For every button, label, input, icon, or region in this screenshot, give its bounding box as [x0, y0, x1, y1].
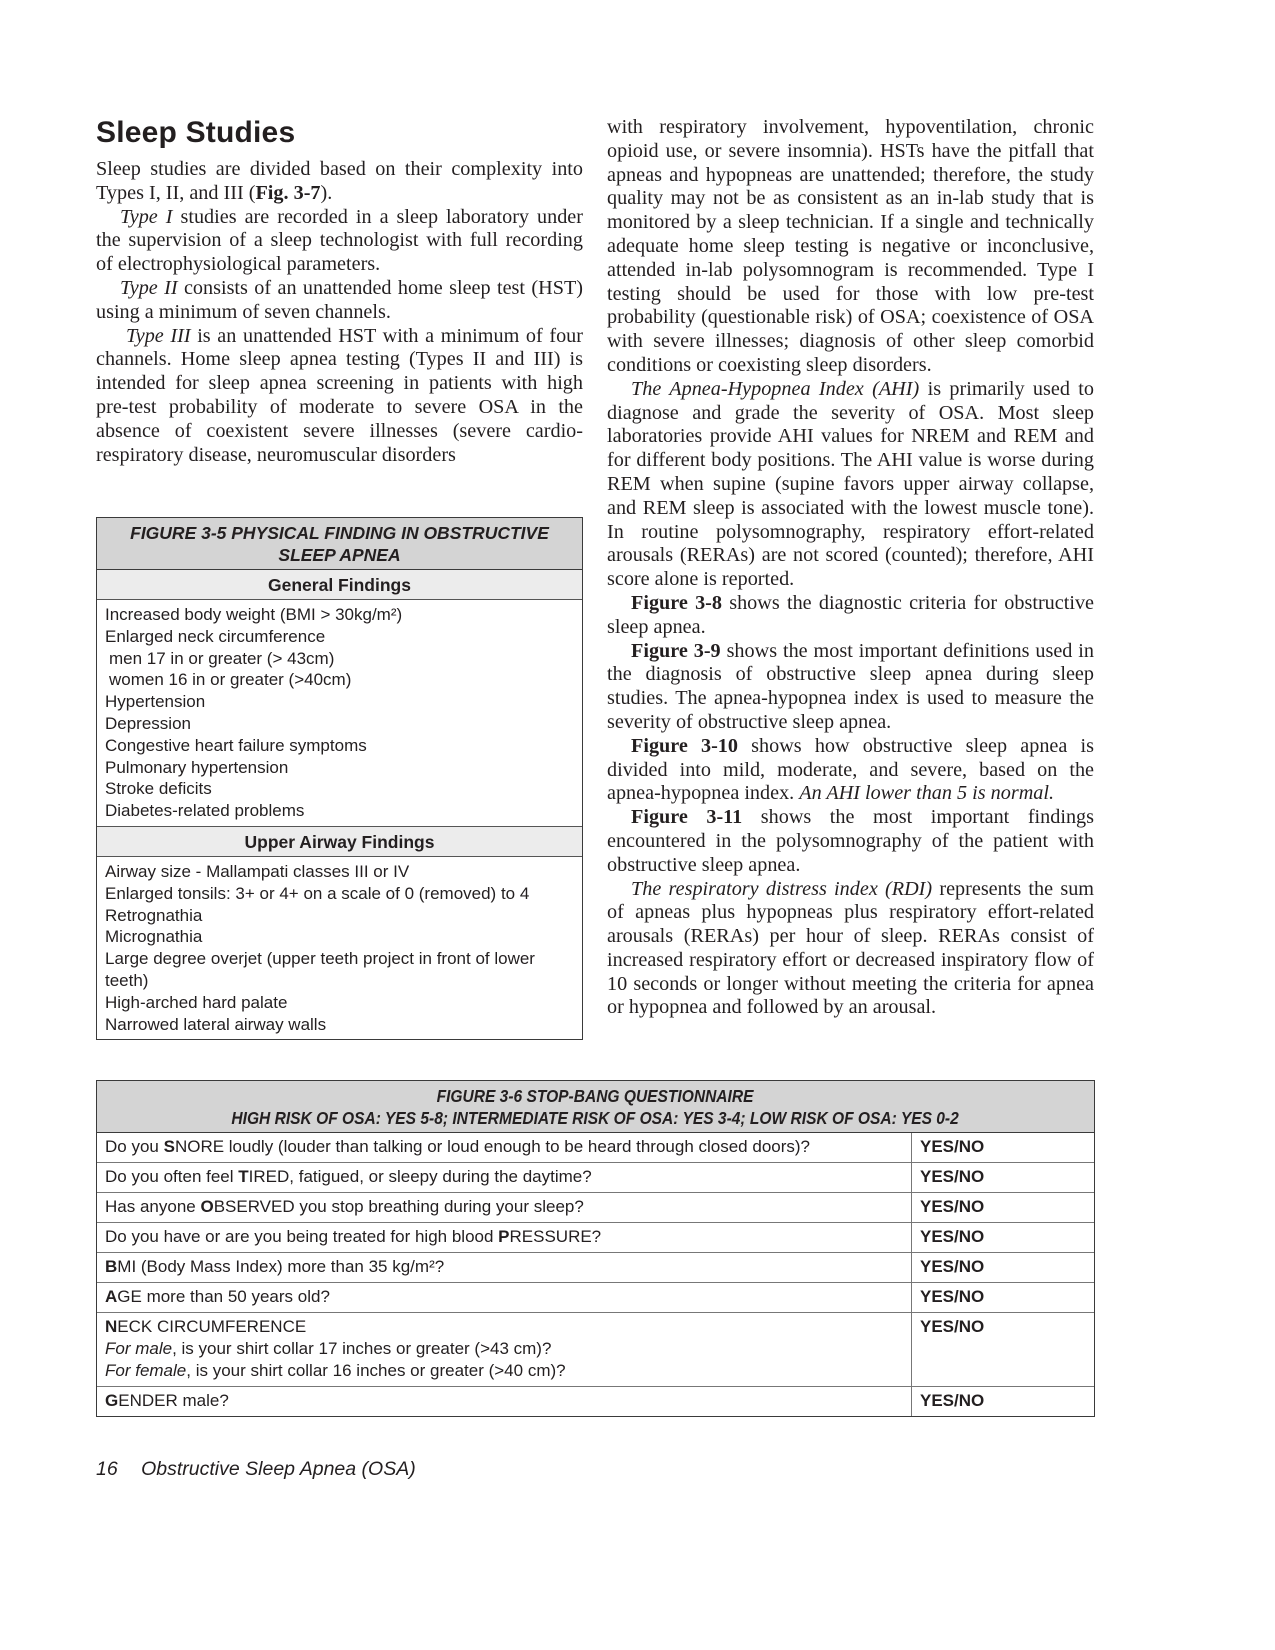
- stop-bang-letter: S: [163, 1137, 175, 1156]
- table-row: [97, 1313, 1094, 1387]
- paragraph-intro: [96, 158, 583, 206]
- list-item: Retrognathia: [105, 905, 203, 925]
- term-type-ii: Type II: [120, 276, 178, 299]
- figure-subtitle: HIGH RISK OF OSA: YES 5-8; INTERMEDIATE RISK OF OSA: YES 3-4; LOW RISK OF OSA: YES 0-2: [231, 1108, 960, 1128]
- gender-label: For male: [105, 1339, 173, 1358]
- figure-reference: Figure 3-11: [631, 806, 743, 829]
- paragraph-text: represents the sum of apneas plus hypopneas plus respiratory effort-related arousals (RERAs) per hour of sleep. RERAs consist of increased respiratory effort or decreased inspiratory flow of 10 seconds or longer without meeting the criteria for apnea or hypopnea and followed by an arousal.: [607, 877, 1094, 1019]
- answer-cell: YES/NO: [920, 1227, 985, 1246]
- figure-3-6-table: [96, 1080, 1095, 1417]
- question-text: [105, 1316, 903, 1338]
- question-suffix: BSERVED you stop breathing during your sleep?: [213, 1197, 584, 1216]
- figure-3-5-table: [96, 517, 583, 1040]
- question-text: [105, 1166, 903, 1188]
- figure-reference: Figure 3-9: [631, 639, 721, 662]
- stop-bang-letter: P: [498, 1227, 510, 1246]
- page-footer: [96, 1458, 416, 1481]
- paragraph-figure-3-10: [607, 735, 1094, 806]
- paragraph-figure-3-9: [607, 640, 1094, 735]
- list-item: High-arched hard palate: [105, 992, 288, 1012]
- question-cell: [97, 1133, 912, 1162]
- list-item: Airway size - Mallampati classes III or IV: [105, 861, 410, 881]
- question-text: [105, 1286, 903, 1308]
- paragraph-type-ii: [96, 277, 583, 325]
- page-number: 16: [96, 1458, 118, 1480]
- paragraph-text: ).: [320, 181, 333, 204]
- table-row: [97, 1253, 1094, 1283]
- question-cell: [97, 1253, 912, 1282]
- answer-cell: YES/NO: [920, 1257, 985, 1276]
- list-item: Congestive heart failure symptoms: [105, 735, 367, 755]
- question-prefix: Has anyone: [105, 1197, 201, 1216]
- list-item: Increased body weight (BMI > 30kg/m²): [105, 605, 403, 624]
- list-item: Enlarged neck circumference: [105, 626, 326, 646]
- upper-airway-findings-list: [97, 857, 582, 1039]
- question-cell: [97, 1193, 912, 1222]
- stop-bang-letter: B: [105, 1257, 118, 1276]
- answer-cell: YES/NO: [920, 1391, 985, 1410]
- paragraph-type-i: [96, 206, 583, 277]
- table-row: [97, 1133, 1094, 1163]
- list-item: Narrowed lateral airway walls: [105, 1014, 327, 1034]
- paragraph-text: is an unattended HST with a minimum of four channels. Home sleep apnea testing (Types II and III) is intended for sleep apnea screening in patients with high pre-test probability of moderate to severe OSA in the absence of coexistent severe illnesses (severe cardio-respiratory disease, neuromuscular disorders: [96, 324, 583, 466]
- emphasis-text: An AHI lower than 5 is normal.: [799, 782, 1055, 805]
- question-prefix: Do you have or are you being treated for high blood: [105, 1227, 499, 1246]
- paragraph-rdi: [607, 878, 1094, 1021]
- answer-cell: YES/NO: [920, 1197, 985, 1216]
- paragraph-text: consists of an unattended home sleep test (HST) using a minimum of seven channels.: [96, 276, 583, 323]
- figure-reference: Figure 3-8: [631, 591, 722, 614]
- paragraph-figure-3-11: [607, 806, 1094, 877]
- list-item: Hypertension: [105, 692, 206, 712]
- section-title: Sleep Studies: [96, 116, 296, 149]
- list-item: Depression: [105, 713, 191, 733]
- table-row: [97, 1283, 1094, 1313]
- figure-title-line1: FIGURE 3-6 STOP-BANG QUESTIONNAIRE: [437, 1086, 754, 1106]
- question-prefix: Do you: [105, 1137, 164, 1156]
- paragraph-text: shows the diagnostic criteria for obstructive sleep apnea.: [607, 591, 1094, 638]
- question-suffix: NORE loudly (louder than talking or loud enough to be heard through closed doors)?: [174, 1137, 811, 1156]
- question-suffix: GE more than 50 years old?: [117, 1287, 330, 1306]
- paragraph-figure-3-8: [607, 592, 1094, 640]
- list-item: Enlarged tonsils: 3+ or 4+ on a scale of 0 (removed) to 4: [105, 883, 530, 903]
- list-item: Diabetes-related problems: [105, 801, 305, 821]
- question-suffix: ENDER male?: [118, 1391, 229, 1410]
- question-cell: [97, 1283, 912, 1312]
- gender-label: For female: [105, 1361, 187, 1380]
- question-subline-text: , is your shirt collar 17 inches or greater (>43 cm)?: [172, 1339, 552, 1358]
- term-type-i: Type I: [120, 205, 173, 228]
- stop-bang-letter: N: [105, 1317, 118, 1336]
- question-text: [105, 1136, 903, 1158]
- stop-bang-letter: O: [200, 1197, 214, 1216]
- answer-cell: YES/NO: [920, 1317, 985, 1336]
- paragraph-hst: with respiratory involvement, hypoventilation, chronic opioid use, or severe insomnia). HSTs have the pitfall that apneas and hypopneas are unattended; therefore, the study quality may not be as consistent as an in-lab study that is monitored by a sleep technician. If a single and technically adequate home sleep testing is negative or inconclusive, attended in-lab polysomnogram is recommended. Type I testing should be used for those with low pre-test probability (questionable risk) of OSA; coexistence of OSA with severe illnesses; diagnosis of other sleep comorbid conditions or coexisting sleep disorders.: [607, 116, 1094, 376]
- table-row: [97, 1387, 1094, 1416]
- question-subline: [105, 1360, 903, 1382]
- question-cell: [97, 1313, 912, 1386]
- paragraph-text: studies are recorded in a sleep laboratory under the supervision of a sleep technologist with full recording of electrophysiological parameters.: [96, 205, 583, 276]
- stop-bang-letter: A: [105, 1287, 118, 1306]
- paragraph-text: is primarily used to diagnose and grade the severity of OSA. Most sleep laboratories provide AHI values for NREM and REM and for different body positions. The AHI value is worse during REM when supine (supine favors upper airway collapse, and REM sleep is associated with the lowest muscle tone). In routine polysomnography, respiratory effort-related arousals (RERAs) are not scored (counted); therefore, AHI score alone is reported.: [607, 377, 1095, 591]
- paragraph-text: shows the most important findings encountered in the polysomnography of the patient with obstructive sleep apnea.: [607, 806, 1094, 876]
- stop-bang-letter: T: [238, 1167, 249, 1186]
- question-text: [105, 1196, 903, 1218]
- question-suffix: IRED, fatigued, or sleepy during the daytime?: [248, 1167, 592, 1186]
- list-item: Large degree overjet (upper teeth project in front of lower teeth): [105, 949, 535, 990]
- figure-title: [97, 1081, 1094, 1133]
- figure-title: FIGURE 3-5 PHYSICAL FINDING IN OBSTRUCTIVE SLEEP APNEA: [97, 518, 582, 570]
- paragraph-text: Sleep studies are divided based on their complexity into Types I, II, and III (: [96, 158, 583, 204]
- question-prefix: Do you often feel: [105, 1167, 239, 1186]
- list-item: Pulmonary hypertension: [105, 757, 289, 777]
- table-row: [97, 1193, 1094, 1223]
- question-subline: [105, 1338, 903, 1360]
- question-text: [105, 1390, 903, 1412]
- paragraph-text: shows the most important definitions used in the diagnosis of obstructive sleep apnea during sleep studies. The apnea-hypopnea index is used to measure the severity of obstructive sleep apnea.: [607, 639, 1095, 733]
- paragraph-ahi: [607, 378, 1094, 592]
- paragraph-type-iii: [96, 325, 583, 468]
- question-subline-text: , is your shirt collar 16 inches or greater (>40 cm)?: [186, 1361, 566, 1380]
- list-item: women 16 in or greater (>40cm): [109, 670, 352, 690]
- question-suffix: RESSURE?: [509, 1227, 602, 1246]
- running-title: Obstructive Sleep Apnea (OSA): [141, 1458, 416, 1480]
- question-cell: [97, 1387, 912, 1416]
- questionnaire-rows: [97, 1133, 1094, 1416]
- term-type-iii: Type III: [126, 324, 191, 347]
- general-findings-heading: General Findings: [97, 570, 582, 600]
- question-cell: [97, 1163, 912, 1192]
- left-column: [96, 116, 583, 467]
- question-suffix: MI (Body Mass Index) more than 35 kg/m²?: [117, 1257, 445, 1276]
- general-findings-list: [97, 600, 582, 826]
- question-text: [105, 1256, 903, 1278]
- answer-cell: YES/NO: [920, 1287, 985, 1306]
- question-suffix: ECK CIRCUMFERENCE: [117, 1317, 307, 1336]
- list-item: Stroke deficits: [105, 779, 212, 799]
- stop-bang-letter: G: [105, 1391, 119, 1410]
- figure-reference: Figure 3-10: [631, 734, 738, 757]
- paragraph-text: shows how obstructive sleep apnea is divided into mild, moderate, and severe, based on the apnea-hypopnea index.: [607, 734, 1094, 805]
- figure-reference: Fig. 3-7: [255, 181, 321, 204]
- question-cell: [97, 1223, 912, 1252]
- right-column: [607, 116, 1094, 1020]
- table-row: [97, 1163, 1094, 1193]
- list-item: Micrognathia: [105, 927, 203, 947]
- question-text: [105, 1226, 903, 1248]
- answer-cell: YES/NO: [920, 1167, 985, 1186]
- answer-cell: YES/NO: [920, 1137, 985, 1156]
- upper-airway-findings-heading: Upper Airway Findings: [97, 826, 582, 857]
- table-row: [97, 1223, 1094, 1253]
- list-item: men 17 in or greater (> 43cm): [109, 648, 335, 668]
- term-rdi: The respiratory distress index (RDI): [631, 877, 933, 900]
- term-ahi: The Apnea-Hypopnea Index (AHI): [631, 377, 920, 400]
